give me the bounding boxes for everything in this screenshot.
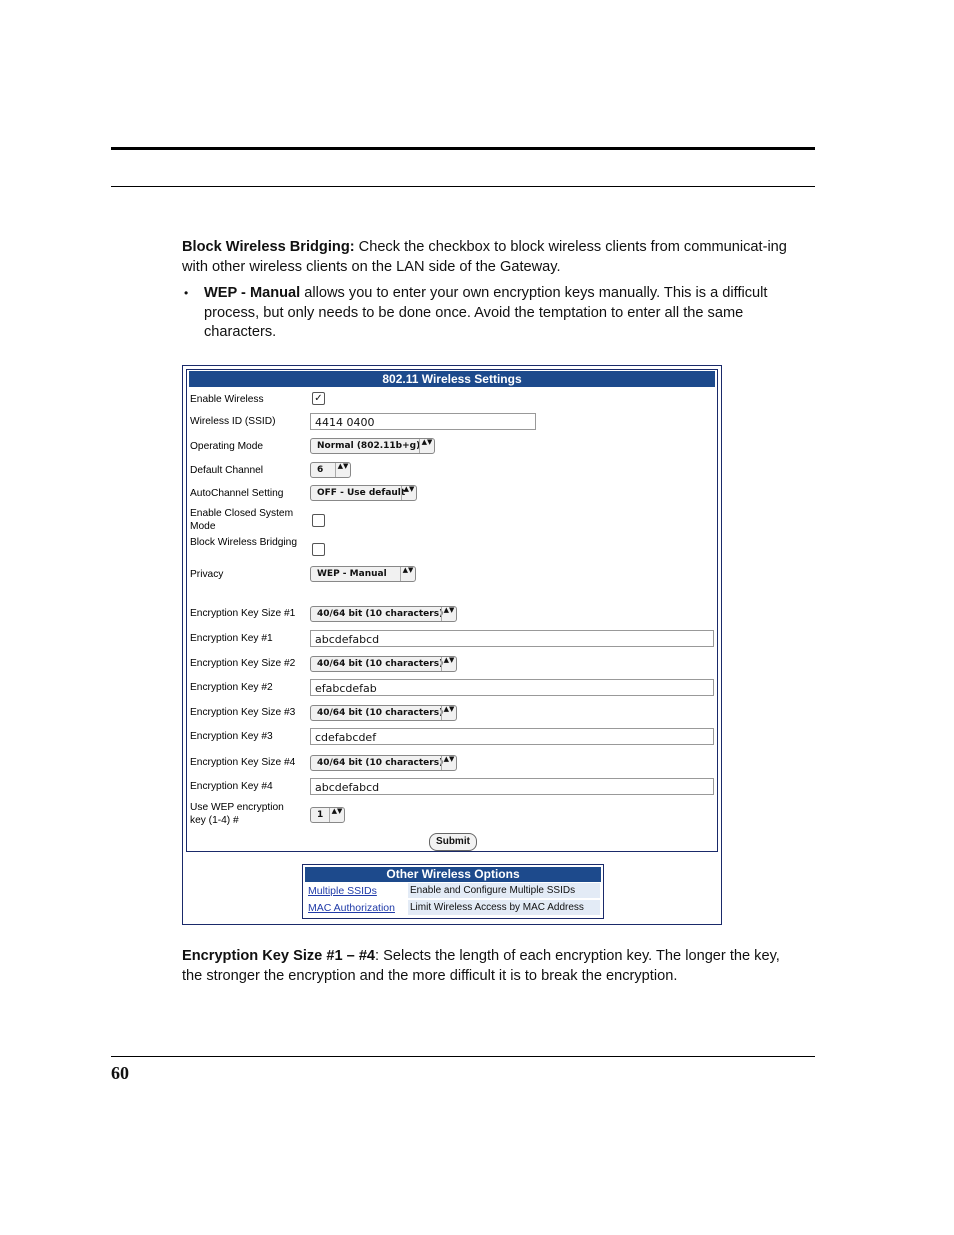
other-options-title: Other Wireless Options [305,867,601,882]
select-arrows-icon: ▲▼ [441,607,456,621]
bottom-rule [111,1056,815,1057]
key-size-paragraph [182,947,804,986]
select-arrows-icon: ▲▼ [400,567,415,581]
block-bridging-term: Block Wireless Bridging: [182,239,355,255]
enable-wireless-label: Enable Wireless [190,394,264,405]
top-thin-rule [111,186,815,187]
key-size-term: Encryption Key Size #1 – #4 [182,948,376,964]
select-arrows-icon: ▲▼ [401,486,416,500]
top-thick-rule [111,147,815,150]
submit-button[interactable]: Submit [429,833,477,851]
mac-authorization-description: Limit Wireless Access by MAC Address [408,900,600,915]
screenshot-frame [182,365,722,925]
key-size-2-label: Encryption Key Size #2 [190,658,296,669]
key-3-input[interactable]: cdefabcdef [310,728,714,745]
key-2-label: Encryption Key #2 [190,682,273,693]
wireless-settings-panel [186,369,718,852]
privacy-label: Privacy [190,569,224,580]
enable-wireless-checkbox[interactable] [312,392,325,405]
wep-manual-paragraph [204,284,804,343]
wireless-settings-title: 802.11 Wireless Settings [189,371,715,387]
other-wireless-options-box [302,864,604,919]
closed-system-label: Enable Closed System Mode [190,508,294,532]
wep-manual-term: WEP - Manual [204,285,301,301]
operating-mode-value: Normal (802.11b+g) [317,441,421,451]
mac-authorization-link[interactable]: MAC Authorization [308,902,395,914]
closed-system-checkbox[interactable] [312,514,325,527]
wep-manual-text: allows you to enter your own encryption keys manually. This is a difficult process, but only needs to be done once. Avoid the temptation to enter all the same characters. [204,285,768,340]
default-channel-select[interactable] [310,462,351,478]
block-bridging-text: Check the checkbox to block wireless clients from communicat-ing with other wireless clients on the LAN side of the Gateway. [182,239,787,275]
key-3-label: Encryption Key #3 [190,731,273,742]
key-size-1-label: Encryption Key Size #1 [190,608,296,619]
key-size-4-label: Encryption Key Size #4 [190,757,296,768]
default-channel-label: Default Channel [190,465,264,476]
select-arrows-icon: ▲▼ [441,756,456,770]
use-wep-key-label: Use WEP encryption key (1-4) # [190,802,284,826]
select-arrows-icon: ▲▼ [441,657,456,671]
key-size-2-select[interactable] [310,656,457,672]
page-number: 60 [111,1063,129,1083]
select-arrows-icon: ▲▼ [335,463,350,477]
use-wep-key-value: 1 [317,810,324,820]
checkmark-icon: ✓ [314,393,323,404]
select-arrows-icon: ▲▼ [419,439,434,453]
key-size-3-value: 40/64 bit (10 characters) [317,708,444,718]
key-size-1-select[interactable] [310,606,457,622]
select-arrows-icon: ▲▼ [329,808,344,822]
block-bridging-paragraph [182,238,804,277]
autochannel-value: OFF - Use default [317,488,406,498]
block-bridging-checkbox[interactable] [312,543,325,556]
autochannel-label: AutoChannel Setting [190,488,284,499]
privacy-select[interactable] [310,566,416,582]
ssid-label: Wireless ID (SSID) [190,416,276,427]
use-wep-key-select[interactable] [310,807,345,823]
privacy-value: WEP - Manual [317,569,387,579]
key-size-text: : Selects the length of each encryption key. The longer the key, the stronger the encryption and the more difficult it is to break the encryption. [182,948,780,984]
autochannel-select[interactable] [310,485,417,501]
key-size-1-value: 40/64 bit (10 characters) [317,609,444,619]
key-4-label: Encryption Key #4 [190,781,273,792]
operating-mode-label: Operating Mode [190,441,264,452]
key-size-4-value: 40/64 bit (10 characters) [317,758,444,768]
ssid-input[interactable]: 4414 0400 [310,413,536,430]
bullet-icon: • [184,286,189,300]
key-4-input[interactable]: abcdefabcd [310,778,714,795]
multiple-ssids-link[interactable]: Multiple SSIDs [308,885,377,897]
key-2-input[interactable]: efabcdefab [310,679,714,696]
key-1-input[interactable]: abcdefabcd [310,630,714,647]
key-1-label: Encryption Key #1 [190,633,273,644]
default-channel-value: 6 [317,465,324,475]
key-size-2-value: 40/64 bit (10 characters) [317,659,444,669]
key-size-3-label: Encryption Key Size #3 [190,707,296,718]
block-bridging-label: Block Wireless Bridging [190,537,298,548]
operating-mode-select[interactable] [310,438,435,454]
multiple-ssids-description: Enable and Configure Multiple SSIDs [408,883,600,898]
key-size-4-select[interactable] [310,755,457,771]
key-size-3-select[interactable] [310,705,457,721]
select-arrows-icon: ▲▼ [441,706,456,720]
